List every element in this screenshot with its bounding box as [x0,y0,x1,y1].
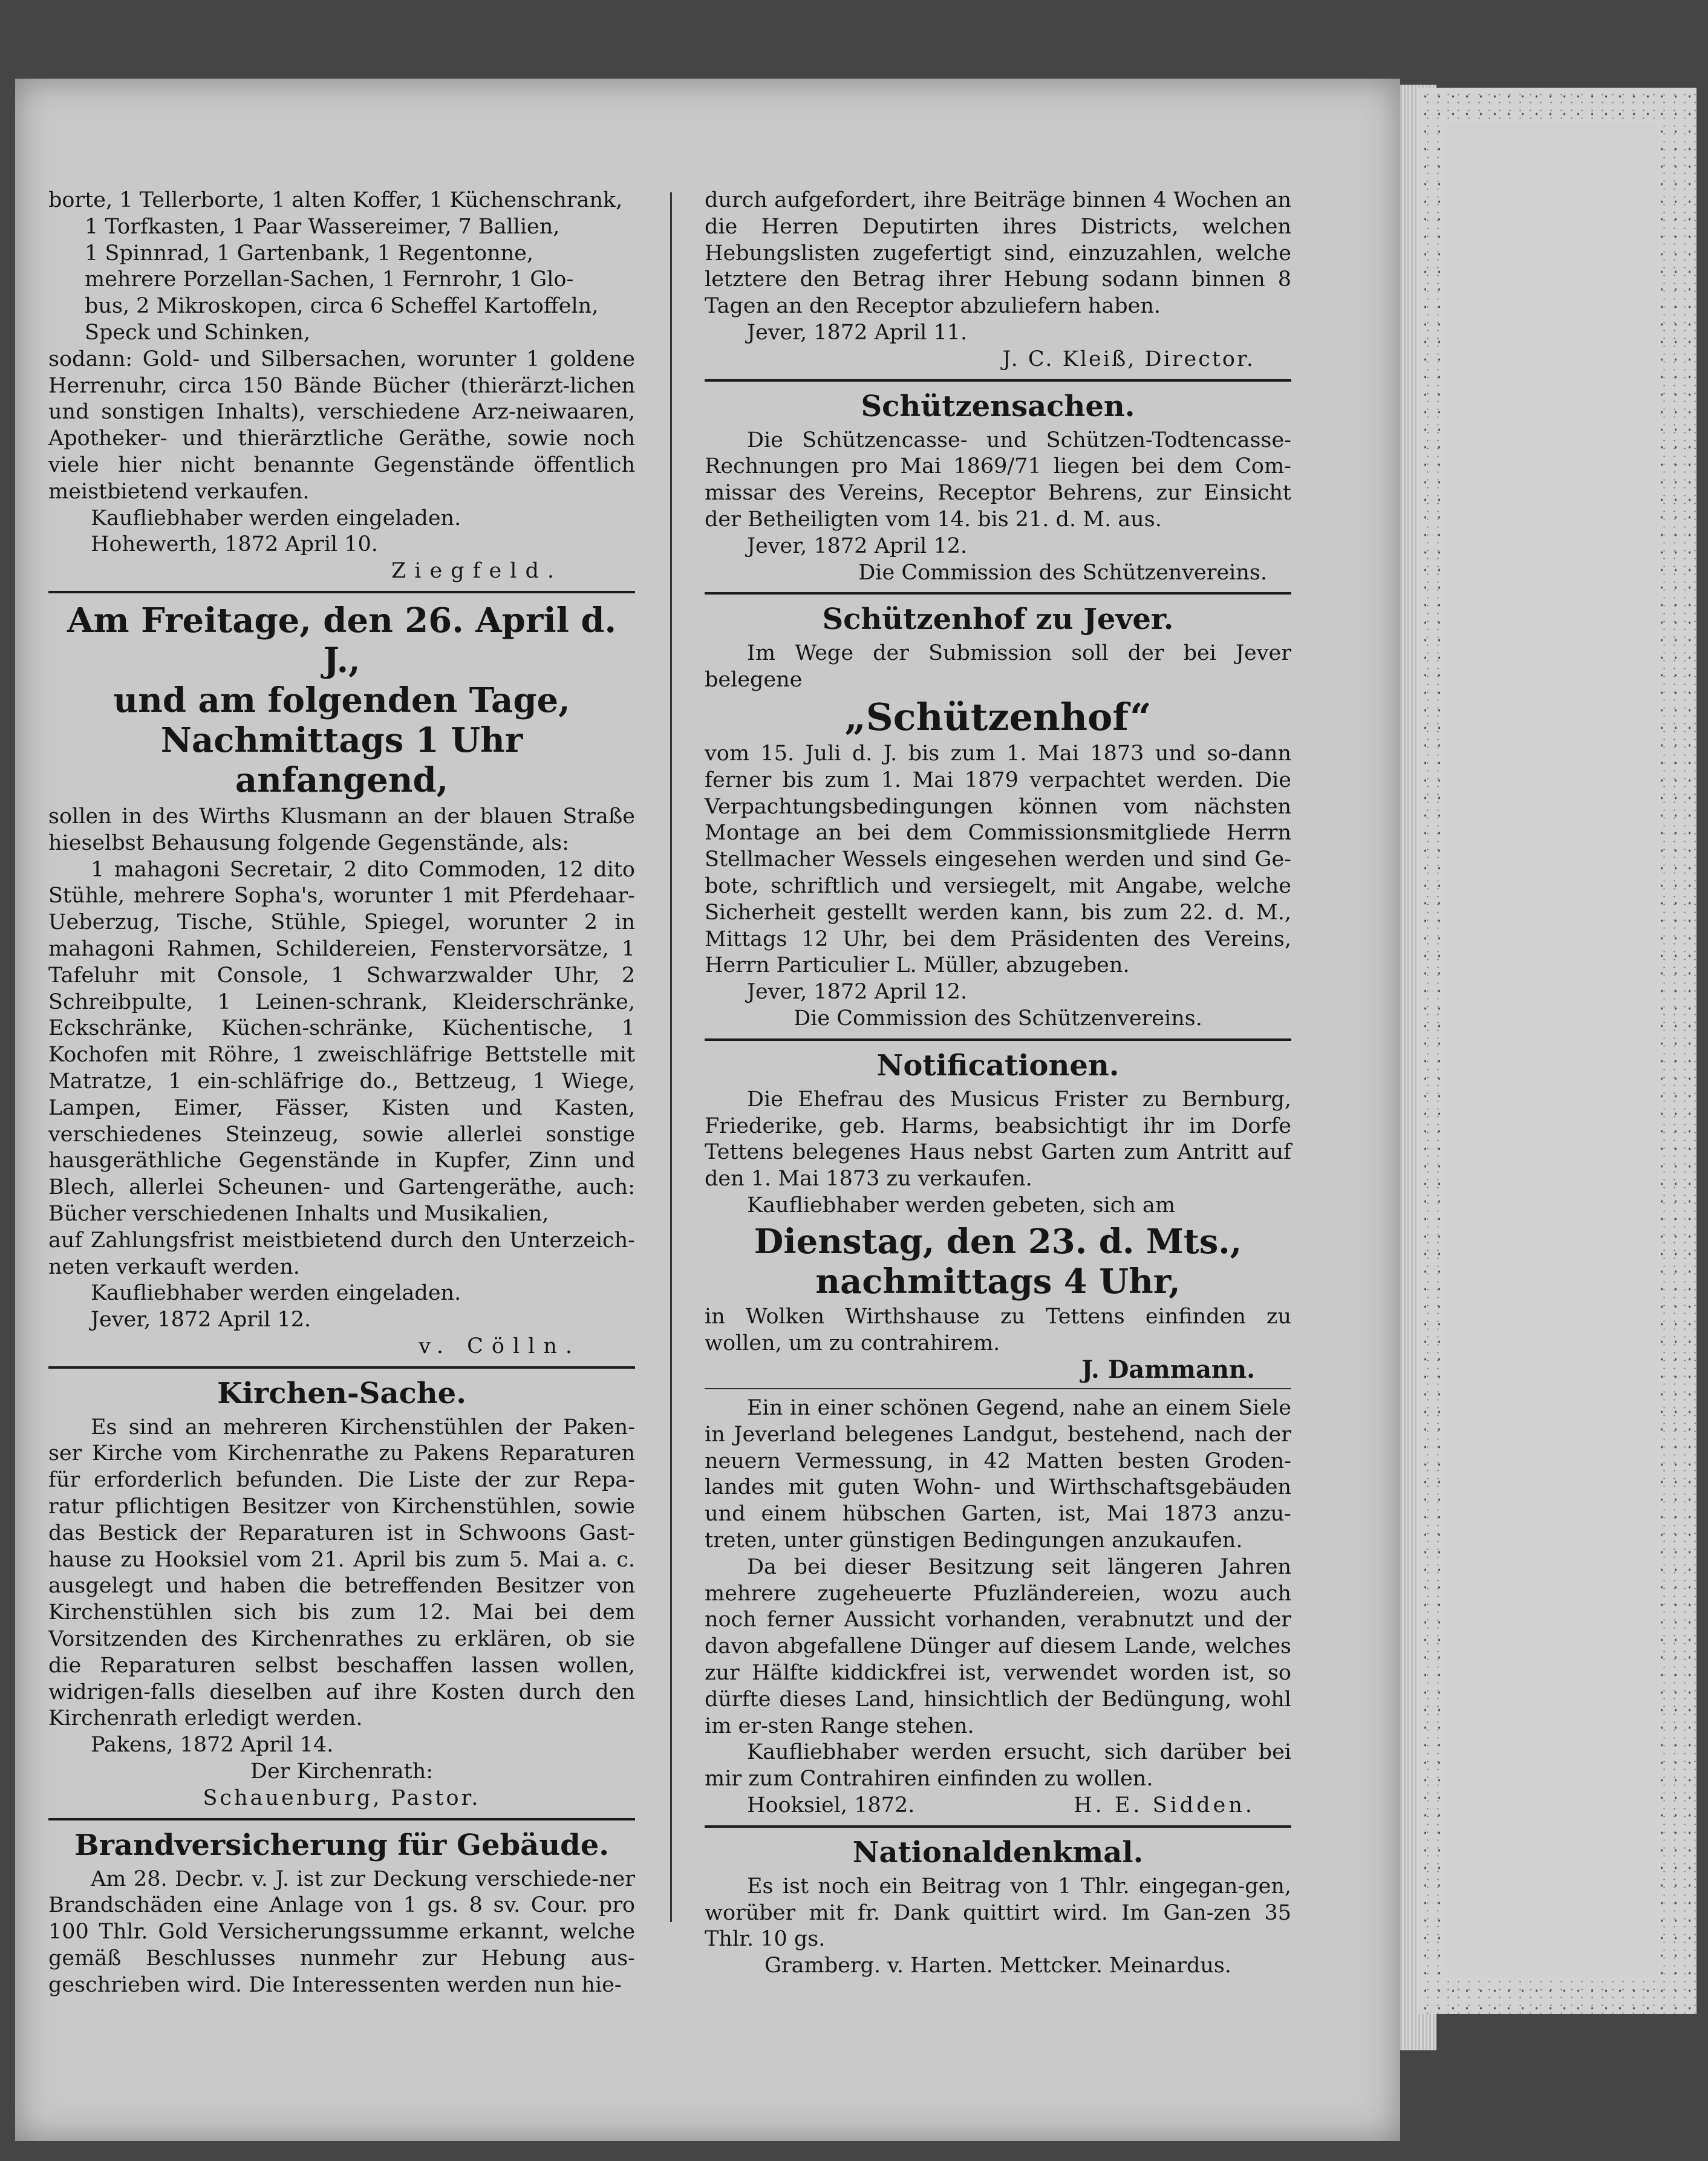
paragraph: auf Zahlungsfrist meistbietend durch den Unterzeich-neten verkauft werden. [48,1228,635,1279]
paragraph: Es ist noch ein Beitrag von 1 Thlr. eingegan-gen, worüber mit fr. Dank quittirt wird. Im Gan-zen 35 Thlr. 10 gs. [705,1874,1291,1952]
section-rule [705,1825,1291,1828]
dateline-signature-row [705,1793,1291,1819]
section-rule [48,1366,635,1369]
section-rule [705,379,1291,382]
paragraph: sodann: Gold- und Silbersachen, worunter 1 goldene Herrenuhr, circa 150 Bände Bücher (thierärzt-lichen und sonstigen Inhalts), verschiedene Arz-neiwaaren, Apotheker- und thierärztliche Geräthe, sowie noch viele hier nicht benannte Gegenstände öffentlich meistbietend verkaufen. [48,347,635,504]
dateline: Jever, 1872 April 12. [747,533,968,558]
dateline: Jever, 1872 April 12. [747,980,968,1005]
signature: Gramberg. v. Harten. Mettcker. Meinardus. [764,1954,1232,1978]
intro-line: 1 Torfkasten, 1 Paar Wassereimer, 7 Ballien, [85,214,560,239]
paragraph: Die Ehefrau des Musicus Frister zu Bernburg, Friederike, geb. Harms, beabsichtigt ihr im Dorfe Tettens belegenes Haus nebst Garten zum Antritt auf den 1. Mai 1873 zu verkaufen. [705,1087,1291,1191]
dateline: Hooksiel, 1872. [747,1793,915,1818]
section-title: Brandversicherung für Gebäude. [74,1828,609,1862]
display-title: „Schützenhof“ [844,694,1152,739]
intro-line: mehrere Porzellan-Sachen, 1 Fernrohr, 1 Glo- [85,267,574,292]
paragraph: vom 15. Juli d. J. bis zum 1. Mai 1873 und so-dann ferner bis zum 1. Mai 1879 verpachtet werden. Die Verpachtungsbedingungen können vom nächsten Montage an bei dem Commissionsmitgliede Herrn Stellmacher Wessels eingesehen werden und sind Ge-bote, schriftlich und versiegelt, mit Angabe, welche Sicherheit gestellt werden kann, bis zum 22. d. M., Mittags 12 Uhr, bei dem Präsidenten des Vereins, Herrn Particulier L. Müller, abzugeben. [705,741,1291,978]
notice-time-heading: nachmittags 4 Uhr, [815,1261,1181,1302]
paragraph: sollen in des Wirths Klusmann an der blauen Straße hieselbst Behausung folgende Gegenstände, als: [48,804,635,855]
paragraph: Kaufliebhaber werden eingeladen. [91,506,461,530]
paragraph: Da bei dieser Besitzung seit längeren Jahren mehrere zugeheuerte Pfuzländereien, wozu auch noch ferner Aussicht vorhanden, verabnutzt und der davon abgefallene Dünger auf diesem Lande, welches zur Hälfte kiddickfrei ist, verwendet worden ist, so dürfte dieses Land, hinsichtlich der Bedüngung, wohl im er-sten Range stehen. [705,1554,1291,1738]
signature: Schauenburg, Pastor. [203,1785,481,1810]
intro-line: Speck und Schinken, [85,320,311,345]
paragraph: Ein in einer schönen Gegend, nahe an einem Siele in Jeverland belegenes Landgut, bestehend, nach der neuern Vermessung, in 42 Matten besten Groden-landes mit guten Wohn- und Wirthschaftsgebäuden und einem hübschen Garten, ist, Mai 1873 anzu-treten, unter günstigen Bedingungen anzukaufen. [705,1396,1291,1553]
intro-line: 1 Spinnrad, 1 Gartenbank, 1 Regentonne, [85,241,534,266]
section-rule [705,1388,1291,1389]
section-title: Kirchen-Sache. [217,1376,466,1410]
paragraph: Kaufliebhaber werden eingeladen. [91,1281,461,1306]
section-title: Notificationen. [876,1048,1120,1083]
notice-date-heading: Dienstag, den 23. d. Mts., [754,1221,1242,1262]
item-list: 1 mahagoni Secretair, 2 dito Commoden, 12 dito Stühle, mehrere Sopha's, worunter 1 mit Pferdehaar-Ueberzug, Tische, Stühle, Spiegel, worunter 2 in mahagoni Rahmen, Schildereien, Fenstervorsätze, 1 Tafeluhr mit Console, 1 Schwarzwalder Uhr, 2 Schreibpulte, 1 Leinen-schrank, Kleiderschränke, Eckschränke, Küchen-schränke, Küchentische, 1 Kochofen mit Röhre, 1 zweischläfrige Bettstelle mit Matratze, 1 ein-schläfrige do., Bettzeug, 1 Wiege, Lampen, Eimer, Fässer, Kisten und Kasten, verschiedenes Steinzeug, sowie allerlei sonstige hausgeräthliche Gegenstände in Kupfer, Zinn und Blech, allerlei Scheunen- und Gartengeräthe, auch: Bücher verschiedenen Inhalts und Musikalien, [48,857,635,1226]
signature: J. Dammann. [1081,1355,1255,1384]
signature: Die Commission des Schützenvereins. [794,1006,1202,1031]
cover-panel [1446,124,1657,1975]
column-divider [670,192,672,1922]
paragraph: in Wolken Wirthshause zu Tettens einfinden zu wollen, um zu contrahirem. [705,1304,1291,1355]
dateline: Jever, 1872 April 11. [747,320,968,345]
section-rule [705,592,1291,595]
auction-heading: Am Freitage, den 26. April d. J., [67,600,617,680]
dateline: Pakens, 1872 April 14. [91,1733,334,1758]
right-column [705,187,1291,1980]
signature: H. E. Sidden. [1074,1793,1255,1818]
auction-heading: Nachmittags 1 Uhr anfangend, [160,720,523,800]
section-title: Nationaldenkmal. [852,1835,1144,1869]
auction-heading: und am folgenden Tage, [113,680,570,720]
section-title: Schützensachen. [861,389,1135,423]
paragraph: Es sind an mehreren Kirchenstühlen der Paken-ser Kirche vom Kirchenrathe zu Pakens Reparaturen für erforderlich befunden. Die Liste der zur Repa-ratur pflichtigen Besitzer von Kirchenstühlen, sowie das Bestick der Reparaturen ist in Schwoons Gast-hause zu Hooksiel vom 21. April bis zum 5. Mai a. c. ausgelegt und haben die betreffenden Besitzer von Kirchenstühlen sich bis zum 12. Mai bei dem Vorsitzenden des Kirchenrathes zu erklären, ob sie die Reparaturen selbst beschaffen lassen wollen, widrigen-falls dieselben auf ihre Kosten durch den Kirchenrath erledigt werden. [48,1415,635,1731]
section-rule [705,1038,1291,1041]
paragraph: Kaufliebhaber werden gebeten, sich am [747,1193,1176,1217]
dateline: Jever, 1872 April 12. [91,1308,311,1332]
paragraph: Am 28. Decbr. v. J. ist zur Deckung verschiede-ner Brandschäden eine Anlage von 1 gs. 8 sv. Cour. pro 100 Thlr. Gold Versicherungssumme erkannt, welche gemäß Beschlusses nunmehr zur Hebung aus-geschrieben wird. Die Interessenten werden nun hie- [48,1866,635,1997]
paragraph: durch aufgefordert, ihre Beiträge binnen 4 Wochen an die Herren Deputirten ihres Districts, welchen Hebungslisten zugefertigt sind, einzuzahlen, welche letztere den Betrag ihrer Hebung sodann binnen 8 Tagen an den Receptor abzuliefern haben. [705,188,1291,319]
intro-line: bus, 2 Mikroskopen, circa 6 Scheffel Kartoffeln, [85,294,599,319]
signature: J. C. Kleiß, Director. [1002,347,1255,371]
intro-line: borte, 1 Tellerborte, 1 alten Koffer, 1 Küchenschrank, [48,188,623,212]
paragraph: Kaufliebhaber werden ersucht, sich darüber bei mir zum Contrahiren einfinden zu wollen. [705,1740,1291,1791]
signature: v. Cölln. [419,1334,581,1358]
paragraph: Die Schützencasse- und Schützen-Todtencasse-Rechnungen pro Mai 1869/71 liegen bei dem Com-missar des Vereins, Receptor Behrens, zur Einsicht der Betheiligten vom 14. bis 21. d. M. aus. [705,428,1291,532]
section-rule [48,591,635,593]
section-title: Schützenhof zu Jever. [822,602,1174,637]
section-rule [48,1818,635,1820]
signature: Die Commission des Schützenvereins. [858,560,1267,585]
signature: Ziegfeld. [391,559,562,584]
signature: Der Kirchenrath: [250,1759,434,1784]
left-column [48,187,635,1999]
paragraph: Im Wege der Submission soll der bei Jever belegene [705,641,1291,693]
dateline: Hohewerth, 1872 April 10. [91,532,378,557]
